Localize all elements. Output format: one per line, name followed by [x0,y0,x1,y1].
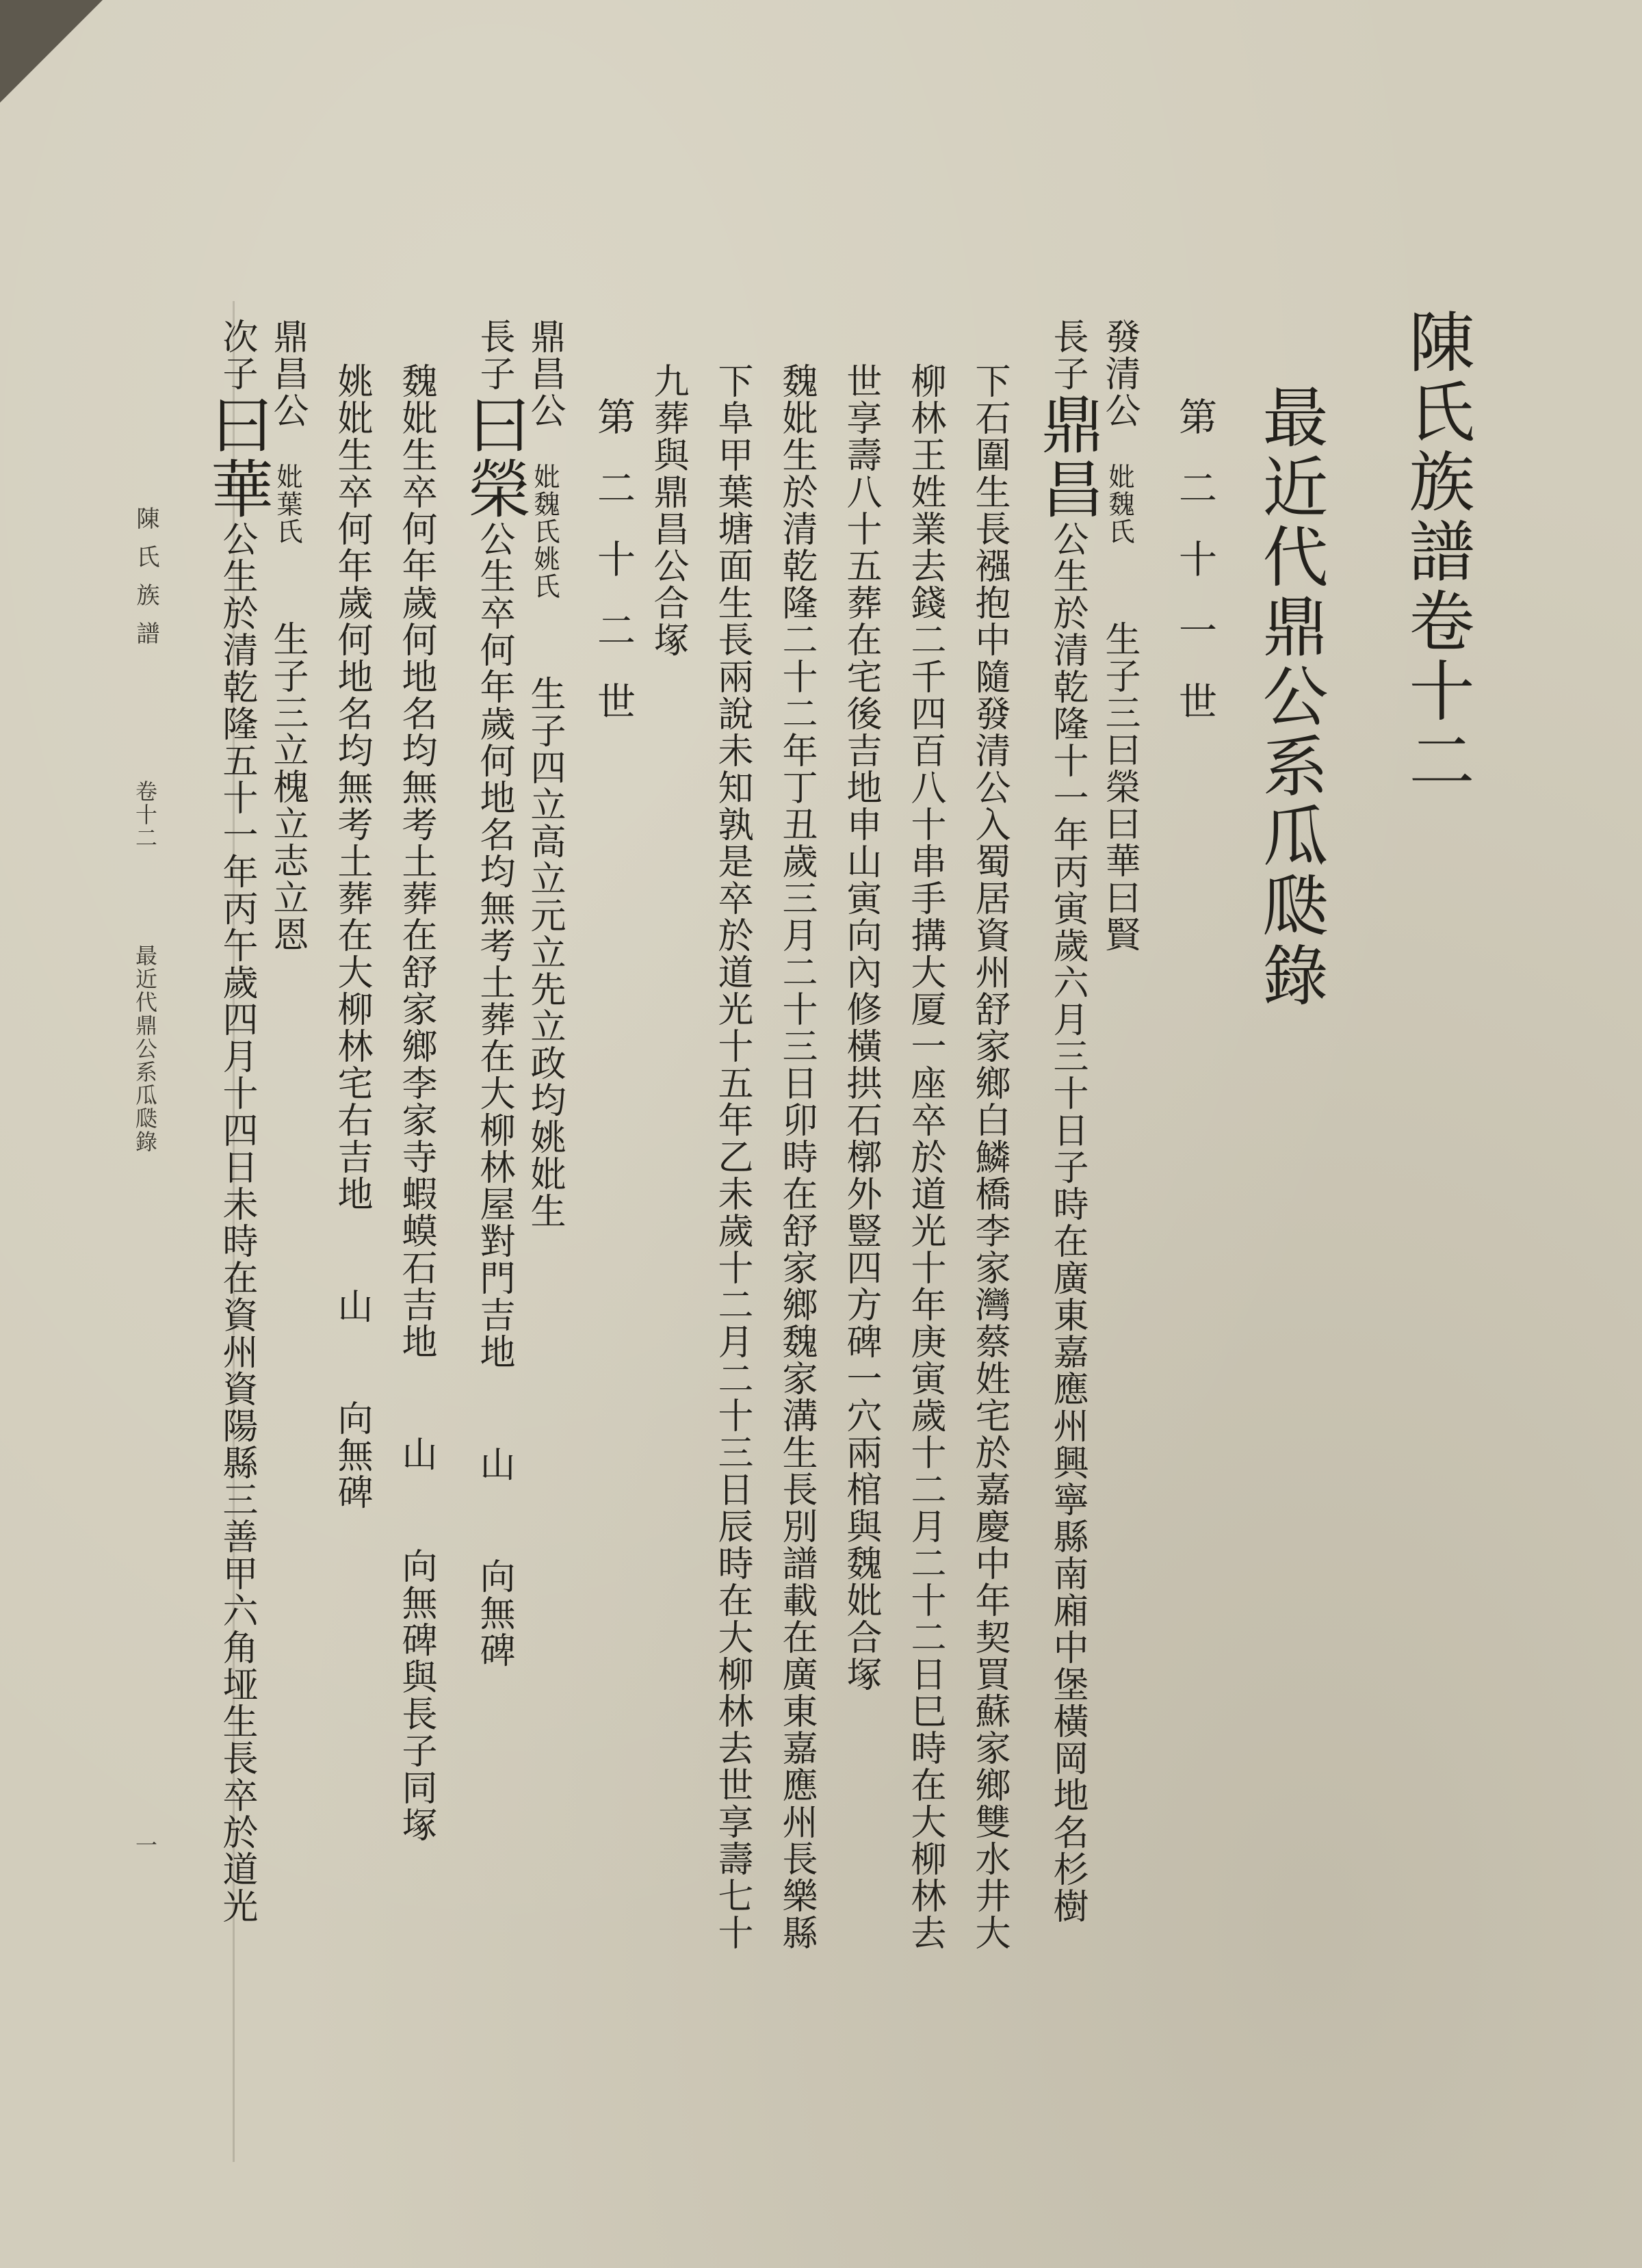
spouse-label: 妣魏氏姚氏 [530,463,560,600]
column-yue-rong [458,318,531,1669]
relation-label: 次子 [216,318,257,392]
column-ding-chang-gong [524,318,565,1229]
column-wei-pi [395,363,436,1843]
children-list: 生子三立槐立志立恩 [267,621,308,953]
text-column: 下石圍生長襁抱中隨發清公入蜀居資州舒家鄉白鱗橋李家灣蔡姓宅於嘉慶中年契買蘇家鄉雙水井大 [969,363,1010,1951]
biography-text: 公生於清乾隆十一年丙寅歲六月三十日子時在廣東嘉應州興寧縣南廂中堡橫岡地名杉樹 [1047,521,1088,1925]
tomb-note: 向無碑與長子同塚 [395,1548,436,1843]
footer-volume: 卷十二 [132,780,158,850]
text-column: 下阜甲葉塘面生長兩說未知孰是卒於道光十五年乙未歲十二月二十三日辰時在大柳林去世享壽七十 [712,363,753,1951]
father-label: 鼎昌公 [267,318,308,429]
tomb-note: 向無碑 [473,1558,514,1669]
biography-text: 公生於清乾隆五十一年丙午歲四月十四日未時在資州資陽縣三善甲六角垭生長卒於道光 [216,521,257,1925]
person-name: 曰華 [200,392,274,521]
column-fa-qing [1099,318,1140,953]
biography-text: 公生卒何年歲何地名均無考土葬在大柳林屋對門吉地 [473,521,514,1370]
biography-text: 魏妣生卒何年歲何地名均無考土葬在舒家鄉李家寺蝦蟆石吉地 [395,363,436,1360]
father-label: 發清公 [1099,318,1140,429]
children-list: 生子三曰榮曰華曰賢 [1099,621,1140,953]
page-corner-shadow [0,0,103,103]
footer-section-title: 最近代鼎公系瓜瓞錄 [132,944,158,1153]
tomb-note: 向無碑 [331,1400,372,1511]
person-name: 曰榮 [458,392,531,521]
column-ding-chang-ye [267,318,308,953]
mountain-direction: 山 [473,1446,514,1483]
text-column: 魏妣生於清乾隆二十二年丁丑歲三月二十三日卯時在舒家鄉魏家溝生長別譜載在廣東嘉應州長樂縣 [776,363,817,1951]
text-column: 九葬與鼎昌公合塚 [647,363,688,658]
mountain-direction: 山 [395,1435,436,1472]
biography-text: 姚妣生卒何年歲何地名均無考土葬在大柳林宅右吉地 [331,363,372,1212]
spouse-label: 妣葉氏 [272,463,302,545]
section-subtitle: 最近代鼎公系瓜瓞錄 [1252,383,1329,1011]
mountain-direction: 山 [331,1288,372,1325]
text-column: 柳林王姓業去錢二千四百八十串手搆大厦一座卒於道光十年庚寅歲十二月二十二日巳時在大柳林去 [904,363,946,1951]
person-name: 鼎昌 [1031,392,1104,521]
children-list: 生子四立高立元立先立政均姚妣生 [524,675,565,1229]
relation-label: 長子 [1047,318,1088,392]
generation-22-heading: 第二十二世 [591,397,636,753]
text-column: 世享壽八十五葬在宅後吉地申山寅向內修橫拱石槨外豎四方碑一穴兩棺與魏妣合塚 [840,363,881,1693]
page-number: 一 [132,1834,158,1857]
spouse-label: 妣魏氏 [1104,463,1134,545]
father-label: 鼎昌公 [524,318,565,429]
generation-21-heading: 第二十一世 [1173,397,1217,753]
book-title: 陳氏族譜卷十二 [1398,308,1475,796]
footer-book-name: 陳氏族譜 [132,506,159,660]
relation-label: 長子 [473,318,514,392]
column-ding-chang [1031,318,1104,1925]
column-yue-hua [200,318,274,1925]
column-yao-pi [331,363,372,1511]
